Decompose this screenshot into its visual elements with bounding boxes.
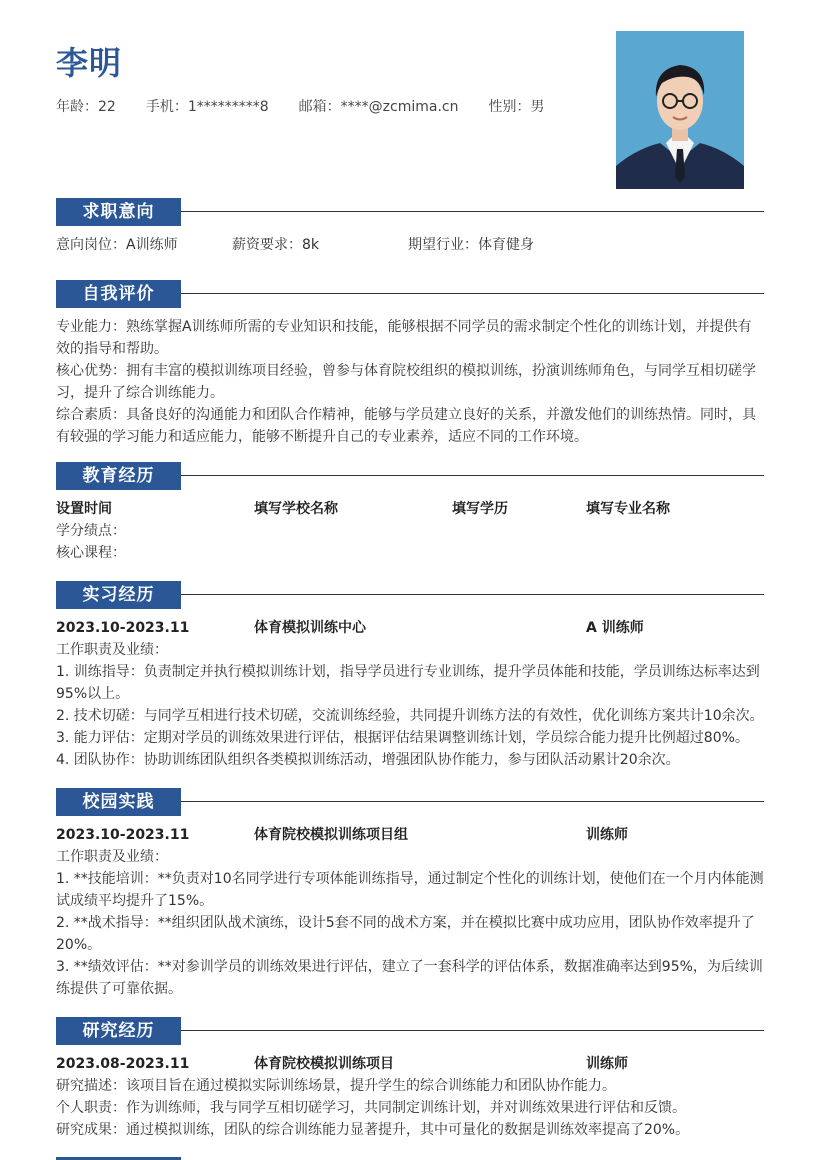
internship-item: 4. 团队协作：协助训练团队组织各类模拟训练活动，增强团队协作能力，参与团队活动累计20余次。 — [56, 752, 680, 768]
internship-role: A 训练师 — [586, 620, 644, 636]
internship-org: 体育模拟训练中心 — [254, 620, 366, 636]
research-org: 体育院校模拟训练项目 — [254, 1056, 394, 1072]
section-title: 求职意向 — [56, 198, 181, 226]
internship-time: 2023.10-2023.11 — [56, 620, 190, 636]
section-divider — [181, 211, 764, 212]
section-divider — [181, 475, 764, 476]
intent-industry: 期望行业：体育健身 — [408, 237, 534, 253]
internship-header-row — [56, 617, 764, 639]
campus-time: 2023.10-2023.11 — [56, 827, 190, 843]
section-divider — [181, 801, 764, 802]
self-eval-item: 专业能力：熟练掌握A训练师所需的专业知识和技能，能够根据不同学员的需求制定个性化的训练计划，并提供有效的指导和帮助。 — [56, 319, 752, 357]
section-title: 校园实践 — [56, 788, 181, 816]
age-field: 年龄：22 — [56, 99, 116, 115]
section-title: 实习经历 — [56, 581, 181, 609]
edu-school: 填写学校名称 — [254, 501, 338, 517]
internship-section — [56, 581, 764, 771]
section-divider — [181, 594, 764, 595]
internship-item: 1. 训练指导：负责制定并执行模拟训练计划，指导学员进行专业训练，提升学员体能和技能，学员训练达标率达到95%以上。 — [56, 664, 760, 702]
research-item: 研究描述：该项目旨在通过模拟实际训练场景，提升学生的综合训练能力和团队协作能力。 — [56, 1078, 616, 1094]
edu-time: 设置时间 — [56, 501, 112, 517]
section-divider — [181, 1030, 764, 1031]
campus-item: 3. **绩效评估：**对参训学员的训练效果进行评估，建立了一套科学的评估体系，数据准确率达到95%，为后续训练提供了可靠依据。 — [56, 959, 763, 997]
phone-field: 手机：1*********8 — [145, 99, 269, 115]
section-title: 自我评价 — [56, 280, 181, 308]
edu-major: 填写专业名称 — [586, 501, 670, 517]
self-eval-item: 核心优势：拥有丰富的模拟训练项目经验，曾参与体育院校组织的模拟训练，扮演训练师角色，与同学互相切磋学习，提升了综合训练能力。 — [56, 363, 756, 401]
job-intent-row — [56, 234, 764, 256]
research-role: 训练师 — [586, 1056, 628, 1072]
gender-field: 性别：男 — [488, 99, 545, 115]
education-header-row — [56, 498, 764, 520]
research-item: 研究成果：通过模拟训练，团队的综合训练能力显著提升，其中可量化的数据是训练效率提高了20%。 — [56, 1122, 690, 1138]
intent-position: 意向岗位：A训练师 — [56, 237, 178, 253]
campus-item: 1. **技能培训：**负责对10名同学进行专项体能训练指导，通过制定个性化的训练计划，使他们在一个月内体能测试成绩平均提升了15%。 — [56, 871, 764, 909]
section-title: 研究经历 — [56, 1017, 181, 1045]
campus-section — [56, 788, 764, 1000]
self-eval-section — [56, 280, 764, 448]
internship-item: 2. 技术切磋：与同学互相进行技术切磋，交流训练经验，共同提升训练方法的有效性，优化训练方案共计10余次。 — [56, 708, 764, 724]
profile-photo — [616, 31, 744, 189]
section-divider — [181, 293, 764, 294]
job-intent-section — [56, 198, 764, 256]
basic-info — [56, 96, 574, 116]
section-title: 教育经历 — [56, 462, 181, 490]
resume-name: 李明 — [56, 44, 123, 82]
email-field: 邮箱：****@zcmima.cn — [298, 99, 459, 115]
research-item: 个人职责：作为训练师，我与同学互相切磋学习，共同制定训练计划，并对训练效果进行评估和反馈。 — [56, 1100, 686, 1116]
research-section — [56, 1017, 764, 1141]
campus-role: 训练师 — [586, 827, 628, 843]
intent-salary: 薪资要求：8k — [232, 237, 320, 253]
education-section — [56, 462, 764, 564]
campus-header-row — [56, 824, 764, 846]
campus-item: 2. **战术指导：**组织团队战术演练，设计5套不同的战术方案，并在模拟比赛中成功应用，团队协作效率提升了20%。 — [56, 915, 755, 953]
campus-org: 体育院校模拟训练项目组 — [254, 827, 408, 843]
campus-intro: 工作职责及业绩： — [56, 849, 168, 865]
research-time: 2023.08-2023.11 — [56, 1056, 190, 1072]
edu-gpa: 学分绩点： — [56, 523, 126, 539]
research-header-row — [56, 1053, 764, 1075]
edu-courses: 核心课程： — [56, 545, 126, 561]
edu-degree: 填写学历 — [452, 501, 508, 517]
internship-intro: 工作职责及业绩： — [56, 642, 168, 658]
internship-item: 3. 能力评估：定期对学员的训练效果进行评估，根据评估结果调整训练计划，学员综合能力提升比例超过80%。 — [56, 730, 749, 746]
self-eval-item: 综合素质：具备良好的沟通能力和团队合作精神，能够与学员建立良好的关系，并激发他们的训练热情。同时，具有较强的学习能力和适应能力，能够不断提升自己的专业素养，适应不同的工作环境。 — [56, 407, 756, 445]
